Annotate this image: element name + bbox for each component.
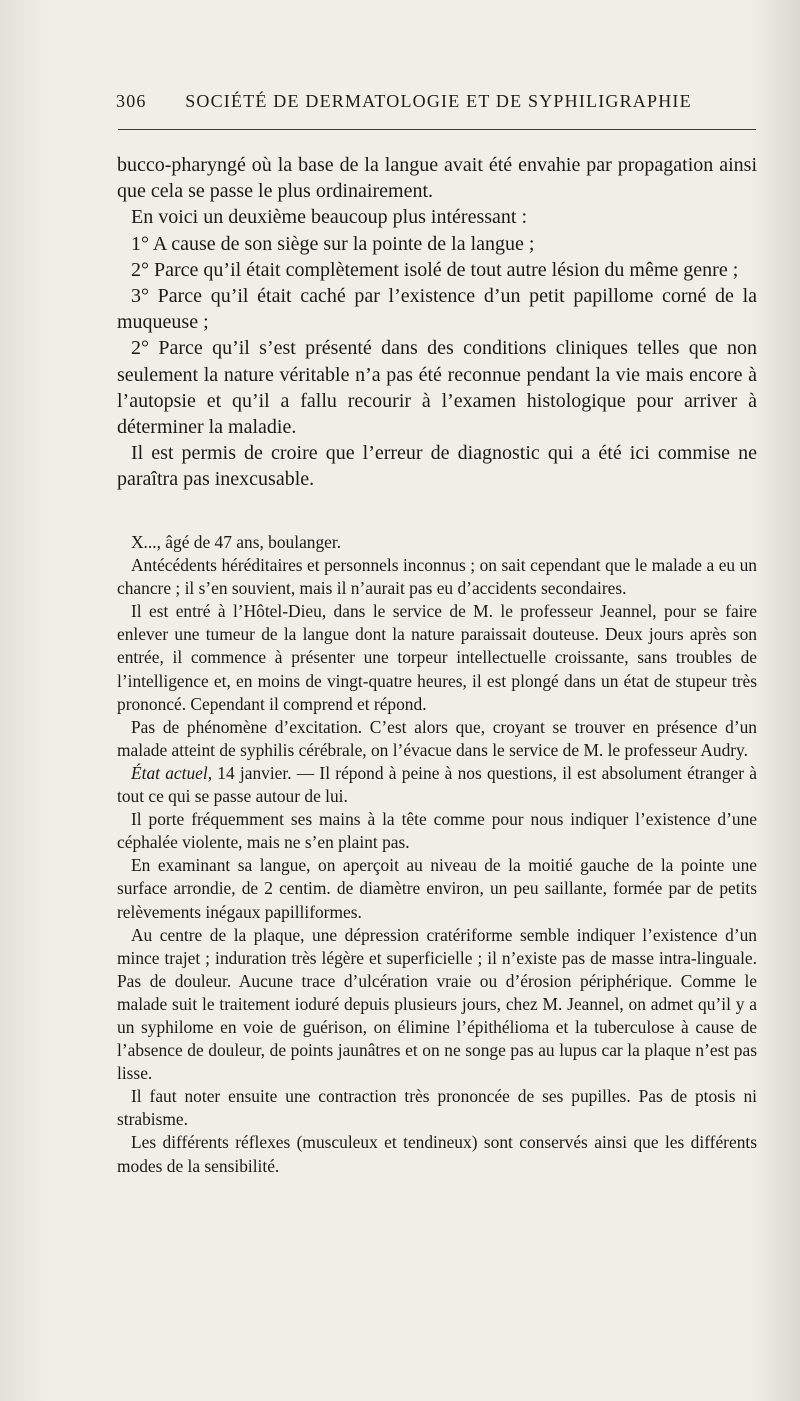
observation-text: [117, 531, 757, 1178]
observation-paragraph-tongue: En examinant sa langue, on aperçoit au niveau de la moitié gauche de la pointe une surface arrondie, de 2 centim. de diamètre environ, un peu saillante, formée par de petits relèvements inégaux papilliformes.: [117, 855, 757, 922]
page-number: 306: [116, 91, 147, 111]
observation-paragraph-headache: Il porte fréquemment ses mains à la tête comme pour nous indiquer l’existence d’une céphalée violente, mais ne s’en plaint pas.: [117, 809, 757, 853]
list-item-4: 2° Parce qu’il s’est présenté dans des conditions cliniques telles que non seulement la nature véritable n’a pas été reconnue pendant la vie mais encore à l’autopsie et qu’il a fallu recourir à l’examen histologique pour arriver à déterminer la maladie.: [117, 337, 757, 439]
list-item-3: 3° Parce qu’il était caché par l’existence d’un petit papillome corné de la muqueuse ;: [117, 285, 757, 334]
list-item-1: 1° A cause de son siège sur la pointe de la langue ;: [131, 232, 535, 255]
discussion-text: [117, 152, 757, 493]
running-title: SOCIÉTÉ DE DERMATOLOGIE ET DE SYPHILIGRAPHIE: [185, 91, 692, 111]
patient-line: X..., âgé de 47 ans, boulanger.: [131, 532, 342, 552]
observation-paragraph-antecedents: Antécédents héréditaires et personnels inconnus ; on sait cependant que le malade a eu un chancre ; il s’en souvient, mais il n’aurait pas eu d’accidents secondaires.: [117, 555, 757, 599]
observation-paragraph-etat: [117, 762, 757, 808]
list-item-2: 2° Parce qu’il était complètement isolé de tout autre lésion du même genre ;: [131, 258, 739, 281]
paragraph-conclusion: Il est permis de croire que l’erreur de diagnostic qui a été ici commise ne paraîtra pas inexcusable.: [117, 442, 757, 491]
etat-label: État actuel,: [131, 762, 213, 783]
observation-paragraph-reflexes: Les différents réflexes (musculeux et tendineux) sont conservés ainsi que les différents modes de la sensibilité.: [117, 1132, 757, 1176]
observation-paragraph-excitation: Pas de phénomène d’excitation. C’est alors que, croyant se trouver en présence d’un malade atteint de syphilis cérébrale, on l’évacue dans le service de M. le professeur Audry.: [117, 716, 757, 760]
observation-paragraph-plaque: Au centre de la plaque, une dépression cratériforme semble indiquer l’existence d’un mince trajet ; induration très légère et superficielle ; il n’existe pas de masse intra-linguale. Pas de douleur. Aucune trace d’ulcération vraie ou d’érosion périphérique. Comme le malade suit le traitement ioduré depuis plusieurs jours, chez M. Jeannel, on admet qu’il y a un syphilome en voie de guérison, on élimine l’épithélioma et la tuberculose à cause de l’absence de douleur, de points jaunâtres et on ne songe pas au lupus car la plaque n’est pas lisse.: [117, 924, 757, 1084]
paragraph-continuation: bucco-pharyngé où la base de la langue avait été envahie par propagation ainsi que cela se passe le plus ordinairement.: [117, 154, 757, 203]
page-header: [116, 91, 756, 115]
header-rule: [118, 129, 756, 130]
paragraph-second-case: En voici un deuxième beaucoup plus intéressant :: [131, 206, 528, 229]
observation-paragraph-pupils: Il faut noter ensuite une contraction très prononcée de ses pupilles. Pas de ptosis ni strabisme.: [117, 1086, 757, 1130]
observation-paragraph-admission: Il est entré à l’Hôtel-Dieu, dans le service de M. le professeur Jeannel, pour se faire enlever une tumeur de la langue dont la nature paraissait douteuse. Deux jours après son entrée, il commence à présenter une torpeur intellectuelle croissante, sans troubles de l’intelligence et, en moins de vingt-quatre heures, il est plongé dans un état de stupeur très prononcé. Cependant il comprend et répond.: [117, 601, 757, 714]
etat-text: 14 janvier. — Il répond à peine à nos questions, il est absolument étranger à tout ce qui se passe autour de lui.: [117, 762, 757, 807]
